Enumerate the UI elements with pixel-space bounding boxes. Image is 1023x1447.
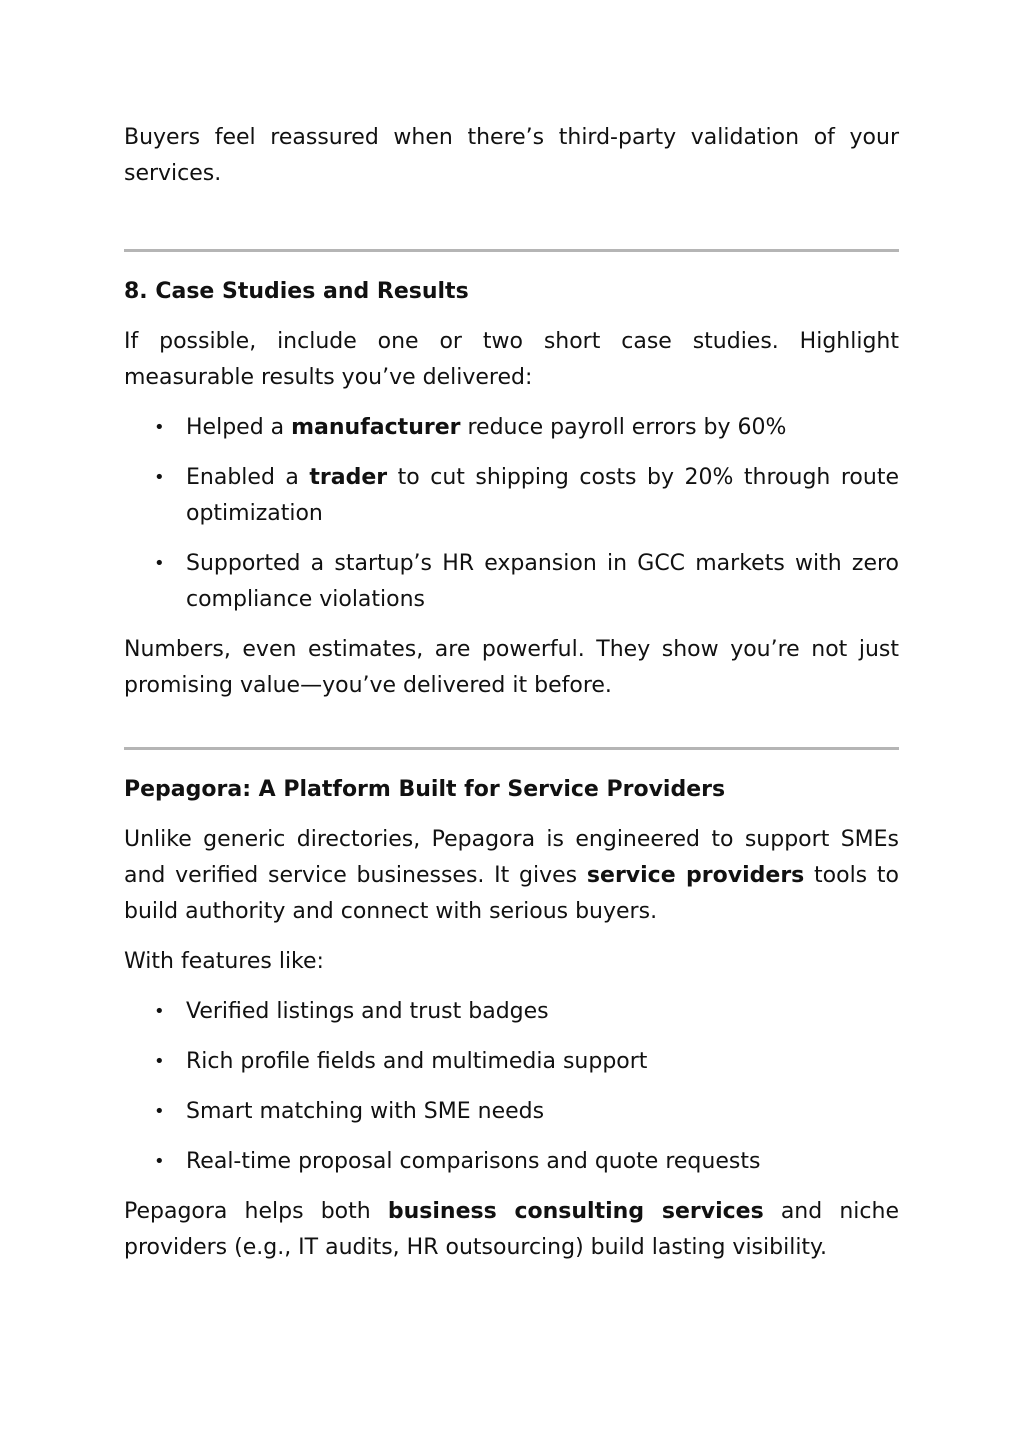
section-divider xyxy=(124,249,899,252)
bullet-icon: • xyxy=(154,1151,165,1172)
features-lead: With features like: xyxy=(124,949,324,974)
list-item: • Rich profile fields and multimedia support xyxy=(124,1044,899,1080)
bullet-icon: • xyxy=(154,1101,165,1122)
case-studies-list xyxy=(124,410,899,618)
pepagora-closing-paragraph: Pepagora helps both business consulting services and niche providers (e.g., IT audits, HR outsourcing) build lasting visibility. xyxy=(124,1199,899,1260)
case-studies-lead: If possible, include one or two short case studies. Highlight measurable results you’ve delivered: xyxy=(124,329,899,390)
list-item: • Enabled a trader to cut shipping costs by 20% through route optimization xyxy=(124,460,899,532)
list-item: • Verified listings and trust badges xyxy=(124,994,899,1030)
section-divider xyxy=(124,747,899,750)
bullet-icon: • xyxy=(154,553,165,574)
intro-paragraph: Buyers feel reassured when there’s third-party validation of your services. xyxy=(124,125,899,186)
list-item: • Real-time proposal comparisons and quote requests xyxy=(124,1144,899,1180)
document-page xyxy=(124,120,899,1266)
list-item: • Supported a startup’s HR expansion in GCC markets with zero compliance violations xyxy=(124,546,899,618)
section-heading-pepagora: Pepagora: A Platform Built for Service Providers xyxy=(124,777,726,802)
section-heading-case-studies: 8. Case Studies and Results xyxy=(124,279,469,304)
list-item: • Smart matching with SME needs xyxy=(124,1094,899,1130)
case-studies-closing: Numbers, even estimates, are powerful. They show you’re not just promising value—you’ve delivered it before. xyxy=(124,637,899,698)
list-item: • Helped a manufacturer reduce payroll errors by 60% xyxy=(124,410,899,446)
bullet-icon: • xyxy=(154,1001,165,1022)
bullet-icon: • xyxy=(154,417,165,438)
features-list xyxy=(124,994,899,1180)
pepagora-intro-paragraph: Unlike generic directories, Pepagora is engineered to support SMEs and verified service businesses. It gives service providers tools to build authority and connect with serious buyers. xyxy=(124,827,899,924)
bullet-icon: • xyxy=(154,467,165,488)
bullet-icon: • xyxy=(154,1051,165,1072)
